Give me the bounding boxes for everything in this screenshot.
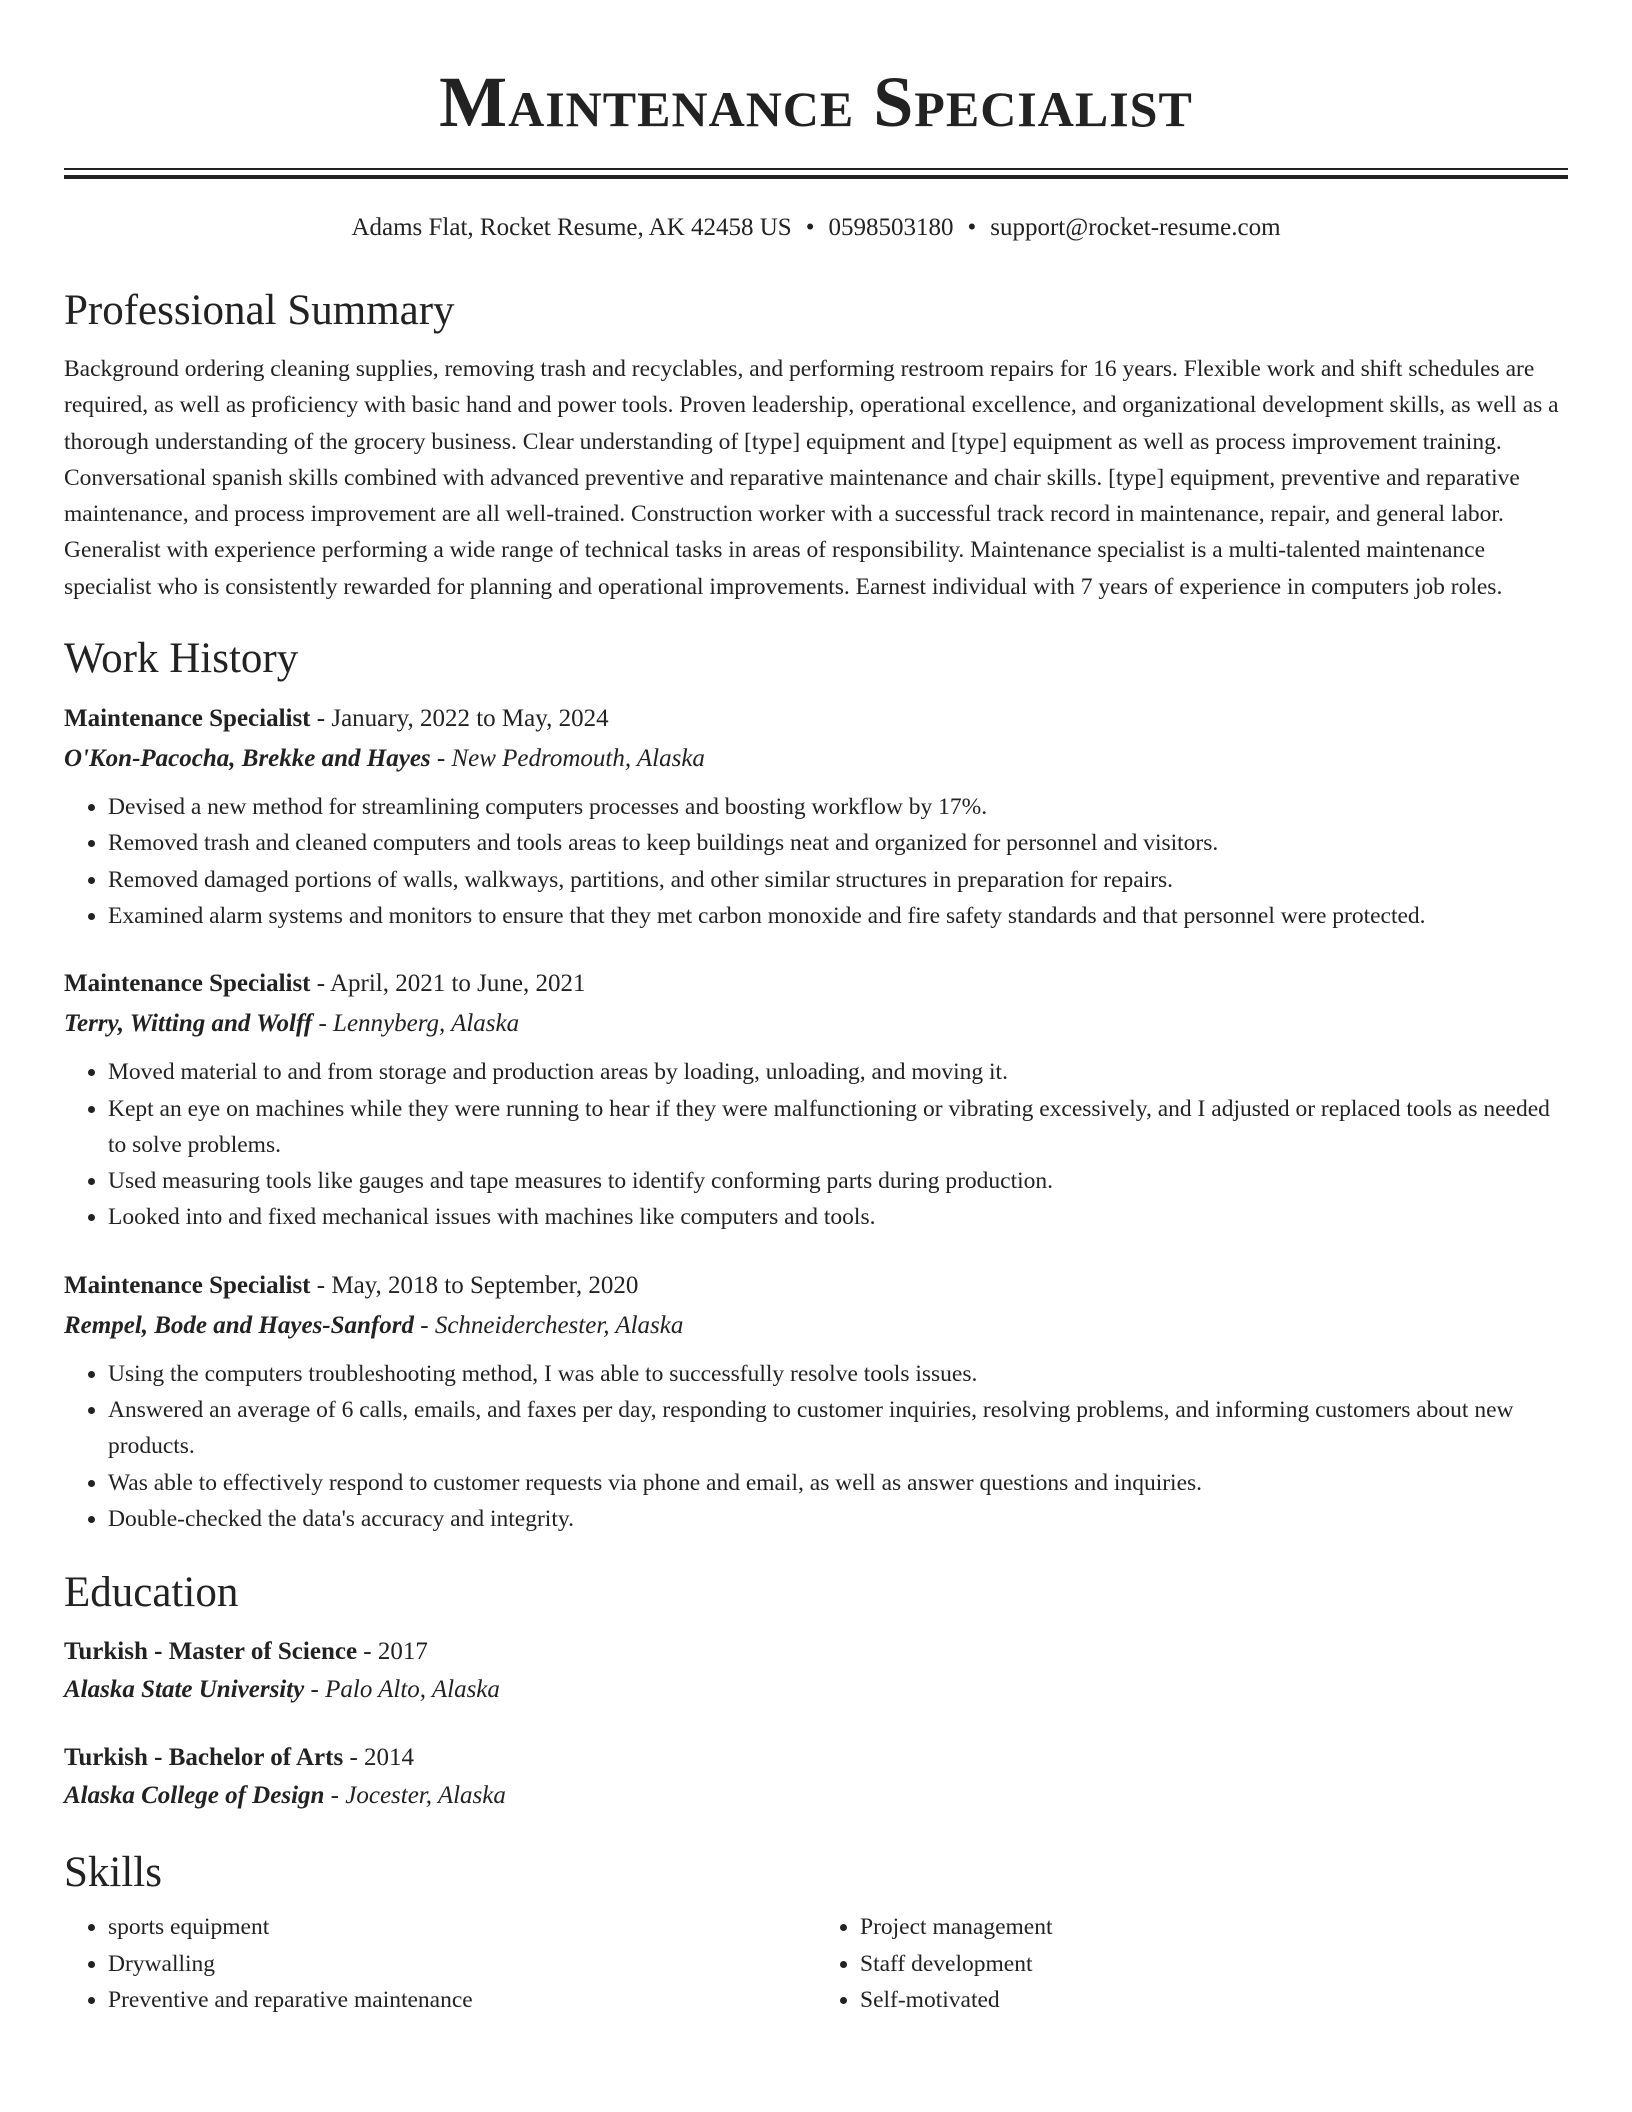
job-title-line [64,964,1568,1004]
skills-heading: Skills [64,1849,162,1897]
job-dates: - April, 2021 to June, 2021 [310,970,586,998]
job-bullet: • Devised a new method for streamlining computers processes and boosting workflow by 17%. [108,789,1568,825]
education-school-line [64,1671,1568,1709]
header-rule-thick [64,175,1568,179]
skill-item: • Drywalling [108,1946,816,1982]
skill-item: • Project management [860,1909,1568,1945]
job-bullets [64,1054,1568,1235]
job-bullet: • Kept an eye on machines while they were running to hear if they were malfunctioning or vibrating excessively, and I adjusted or replaced tools as needed to solve problems. [108,1091,1568,1164]
skills-column-left [64,1909,816,2018]
skill-item: • Staff development [860,1946,1568,1982]
contact-email: support@rocket-resume.com [990,214,1281,241]
education-school-line [64,1777,1568,1815]
job-bullet: • Double-checked the data's accuracy and integrity. [108,1501,1568,1537]
education-degree: Turkish - Master of Science [64,1638,358,1666]
education-school: Alaska State University [64,1676,305,1704]
job-entry [64,699,1568,934]
job-company: Rempel, Bode and Hayes-Sanford [64,1311,414,1339]
job-entry [64,1266,1568,1537]
job-location: - Lennyberg, Alaska [312,1010,520,1038]
contact-address: Adams Flat, Rocket Resume, AK 42458 US [351,214,792,241]
job-title: Maintenance Specialist [64,1271,311,1299]
job-entry [64,964,1568,1235]
job-company-line [64,739,1568,779]
job-bullet: • Answered an average of 6 calls, emails, and faxes per day, responding to customer inquiries, resolving problems, and informing customers about new products. [108,1392,1568,1465]
job-bullets [64,1356,1568,1537]
job-bullet: • Used measuring tools like gauges and tape measures to identify conforming parts during production. [108,1163,1568,1199]
header-rule-thin [64,168,1568,170]
education-entry [64,1633,1568,1709]
skills-column-right [816,1909,1568,2018]
job-bullet: • Looked into and fixed mechanical issues with machines like computers and tools. [108,1199,1568,1235]
job-title: Maintenance Specialist [64,970,311,998]
contact-separator: • [967,214,977,241]
contact-line [64,211,1568,245]
skill-item: • Preventive and reparative maintenance [108,1982,816,2018]
job-title-line [64,699,1568,739]
contact-phone: 0598503180 [828,214,954,241]
job-title-line [64,1266,1568,1306]
job-dates: - January, 2022 to May, 2024 [310,705,609,733]
job-dates: - May, 2018 to September, 2020 [310,1271,639,1299]
skill-item: • Self-motivated [860,1982,1568,2018]
education-degree-line [64,1739,1568,1777]
contact-separator: • [805,214,815,241]
education-year: - 2017 [357,1638,428,1666]
job-company: Terry, Witting and Wolff [64,1010,313,1038]
job-bullets [64,789,1568,934]
job-company-line [64,1306,1568,1346]
job-bullet: • Moved material to and from storage and production areas by loading, unloading, and moving it. [108,1054,1568,1090]
education-heading: Education [64,1569,239,1617]
education-year: - 2014 [343,1744,415,1772]
job-title: Maintenance Specialist [64,705,311,733]
summary-text: Background ordering cleaning supplies, removing trash and recyclables, and performing restroom repairs for 16 years. Flexible work and shift schedules are required, as well as proficiency with basic hand and power tools. Proven leadership, operational excellence, and organizational development skills, as well as a thorough understanding of the grocery business. Clear understanding of [type] equipment and [type] equipment as well as process improvement training. Conversational spanish skills combined with advanced preventive and reparative maintenance and chair skills. [type] equipment, preventive and reparative maintenance, and process improvement are all well-trained. Construction worker with a successful track record in maintenance, repair, and general labor. Generalist with experience performing a wide range of technical tasks in areas of responsibility. Maintenance specialist is a multi-talented maintenance specialist who is consistently rewarded for planning and operational improvements. Earnest individual with 7 years of experience in computers job roles. [64,356,1559,600]
job-bullet: • Using the computers troubleshooting method, I was able to successfully resolve tools issues. [108,1356,1568,1392]
education-entry [64,1739,1568,1815]
skill-item: • sports equipment [108,1909,816,1945]
education-degree-line [64,1633,1568,1671]
education-location: - Palo Alto, Alaska [304,1676,500,1704]
summary-heading: Professional Summary [64,287,455,334]
job-bullet: • Removed damaged portions of walls, walkways, partitions, and other similar structures in preparation for repairs. [108,862,1568,898]
job-company: O'Kon-Pacocha, Brekke and Hayes [64,745,431,773]
work-history-heading: Work History [64,635,299,683]
job-location: - Schneiderchester, Alaska [414,1311,684,1339]
education-school: Alaska College of Design [64,1782,325,1810]
education-degree: Turkish - Bachelor of Arts [64,1744,344,1772]
education-location: - Jocester, Alaska [324,1782,506,1810]
skills-list [64,1909,1568,2018]
job-location: - New Pedromouth, Alaska [430,745,705,773]
job-bullet: • Examined alarm systems and monitors to ensure that they met carbon monoxide and fire safety standards and that personnel were protected. [108,898,1568,934]
job-bullet: • Removed trash and cleaned computers and tools areas to keep buildings neat and organized for personnel and visitors. [108,825,1568,861]
job-bullet: • Was able to effectively respond to customer requests via phone and email, as well as answer questions and inquiries. [108,1465,1568,1501]
resume-name: Maintenance Specialist [439,62,1193,142]
job-company-line [64,1004,1568,1044]
